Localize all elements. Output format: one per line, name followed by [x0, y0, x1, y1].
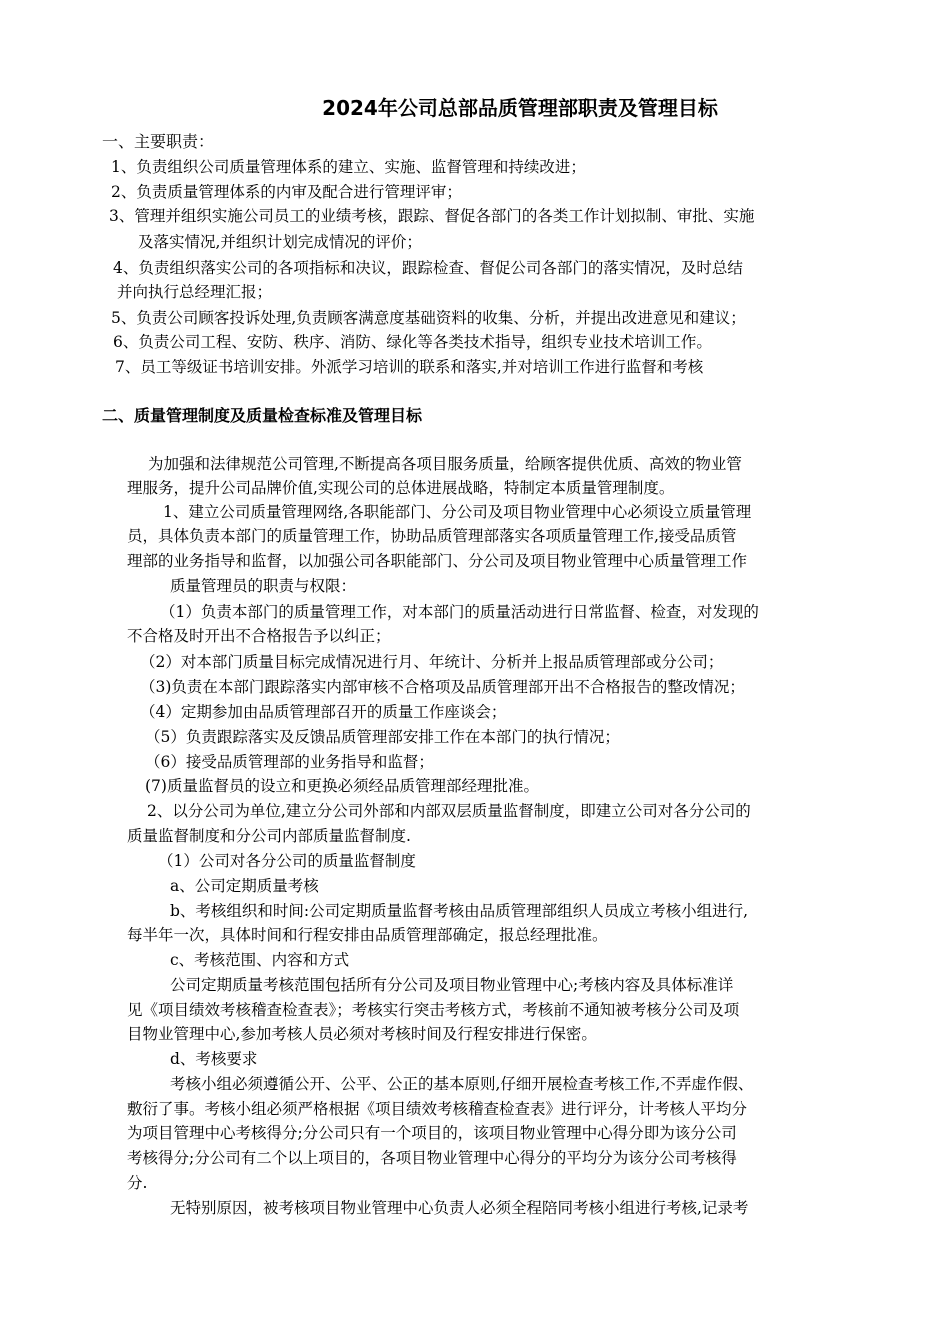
body-line: 员，具体负责本部门的质量管理工作，协助品质管理部落实各项质量管理工作,接受品质管 [127, 527, 737, 545]
duty-item-continued: 及落实情况,并组织计划完成情况的评价； [138, 233, 422, 251]
body-line: 质量管理员的职责与权限： [170, 577, 357, 595]
body-line: 1、建立公司质量管理网络,各职能部门、分公司及项目物业管理中心必须设立质量管理 [163, 503, 752, 521]
duty-item: 3、管理并组织实施公司员工的业绩考核，跟踪、督促各部门的各类工作计划拟制、审批、实施 [109, 207, 755, 225]
duty-item: 2、负责质量管理体系的内审及配合进行管理评审； [111, 183, 462, 201]
duty-item: 5、负责公司顾客投诉处理,负责顾客满意度基础资料的收集、分析，并提出改进意见和建议； [111, 309, 746, 327]
duty-item: 6、负责公司工程、安防、秩序、消防、绿化等各类技术指导，组织专业技术培训工作。 [113, 333, 712, 351]
body-line: 理服务，提升公司品牌价值,实现公司的总体进展战略，特制定本质量管理制度。 [127, 479, 675, 497]
body-line: 不合格及时开出不合格报告予以纠正； [127, 627, 391, 645]
body-line: 敷衍了事。考核小组必须严格根据《项目绩效考核稽查检查表》进行评分，计考核人平均分 [127, 1100, 748, 1118]
body-line: 考核小组必须遵循公开、公平、公正的基本原则,仔细开展检查考核工作,不弄虚作假、 [170, 1075, 754, 1093]
body-line: （5）负责跟踪落实及反馈品质管理部安排工作在本部门的执行情况； [145, 728, 620, 746]
body-line: a、公司定期质量考核 [170, 877, 319, 895]
body-line: 每半年一次，具体时间和行程安排由品质管理部确定，报总经理批准。 [127, 926, 608, 944]
body-line: 分. [127, 1174, 148, 1192]
duty-item: 7、员工等级证书培训安排。外派学习培训的联系和落实,并对培训工作进行监督和考核 [115, 358, 704, 376]
body-line: c、考核范围、内容和方式 [170, 951, 350, 969]
body-line: 2、以分公司为单位,建立分公司外部和内部双层质量监督制度，即建立公司对各分公司的 [147, 802, 751, 820]
section1-heading: 一、主要职责： [102, 132, 215, 151]
body-line: 见《项目绩效考核稽查检查表》；考核实行突击考核方式，考核前不通知被考核分公司及项 [127, 1001, 740, 1019]
body-line: （1）公司对各分公司的质量监督制度 [158, 852, 416, 870]
body-line: 质量监督制度和分公司内部质量监督制度. [127, 827, 411, 845]
body-line: 理部的业务指导和监督，以加强公司各职能部门、分公司及项目物业管理中心质量管理工作 [127, 552, 748, 570]
body-line: 无特别原因，被考核项目物业管理中心负责人必须全程陪同考核小组进行考核,记录考 [170, 1199, 749, 1217]
body-line: 为项目管理中心考核得分;分公司只有一个项目的，该项目物业管理中心得分即为该分公司 [127, 1124, 737, 1142]
duty-item-continued: 并向执行总经理汇报； [117, 283, 273, 301]
body-line: d、考核要求 [170, 1050, 258, 1068]
body-line: （6）接受品质管理部的业务指导和监督； [145, 753, 434, 771]
body-line: （2）对本部门质量目标完成情况进行月、年统计、分析并上报品质管理部或分公司； [140, 653, 724, 671]
body-line: 目物业管理中心,参加考核人员必须对考核时间及行程安排进行保密。 [127, 1025, 597, 1043]
body-line: 为加强和法律规范公司管理,不断提高各项目服务质量，给顾客提供优质、高效的物业管 [148, 455, 742, 473]
section2-heading: 二、质量管理制度及质量检查标准及管理目标 [102, 406, 423, 425]
duty-item: 4、负责组织落实公司的各项指标和决议，跟踪检查、督促公司各部门的落实情况，及时总结 [113, 259, 743, 277]
body-line: b、考核组织和时间:公司定期质量监督考核由品质管理部组织人员成立考核小组进行, [170, 902, 749, 920]
body-line: （1）负责本部门的质量管理工作，对本部门的质量活动进行日常监督、检查，对发现的 [160, 603, 759, 621]
body-line: （3)负责在本部门跟踪落实内部审核不合格项及品质管理部开出不合格报告的整改情况； [140, 678, 745, 696]
body-line: 考核得分;分公司有二个以上项目的，各项目物业管理中心得分的平均分为该分公司考核得 [127, 1149, 737, 1167]
duty-item: 1、负责组织公司质量管理体系的建立、实施、监督管理和持续改进； [111, 158, 586, 176]
document-title: 2024年公司总部品质管理部职责及管理目标 [322, 96, 718, 120]
body-line: 公司定期质量考核范围包括所有分公司及项目物业管理中心;考核内容及具体标准详 [170, 976, 734, 994]
body-line: (7)质量监督员的设立和更换必须经品质管理部经理批准。 [145, 777, 539, 795]
body-line: （4）定期参加由品质管理部召开的质量工作座谈会； [140, 703, 507, 721]
